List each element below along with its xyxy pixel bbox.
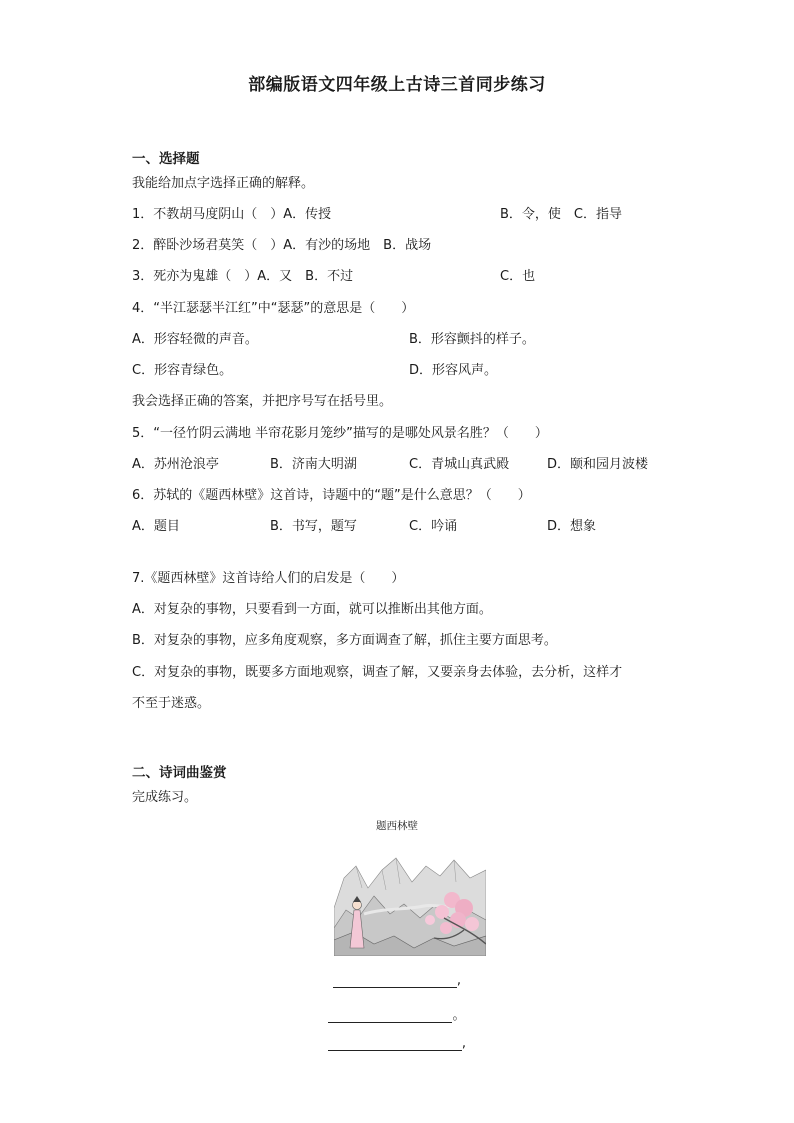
section-heading-poetry: 二、诗词曲鉴赏 (132, 765, 227, 781)
question-7: 7.《题西林壁》这首诗给人们的启发是（ ） (132, 571, 405, 586)
question-5-option-a: A．苏州沧浪亭 (132, 457, 219, 472)
question-3-option-c: C．也 (500, 269, 536, 284)
question-4-option-b: B．形容颤抖的样子。 (409, 332, 535, 347)
fill-blank[interactable] (328, 1008, 452, 1023)
poem-illustration (334, 848, 486, 956)
poem-title: 题西林壁 (376, 820, 418, 832)
section-heading-choice: 一、选择题 (132, 151, 200, 167)
punctuation: 。 (452, 1008, 466, 1023)
instruction-text: 我能给加点字选择正确的解释。 (132, 176, 315, 191)
question-6: 6．苏轼的《题西林壁》这首诗，诗题中的“题”是什么意思？（ ） (132, 488, 531, 503)
fill-blank[interactable] (328, 1036, 462, 1051)
question-1-options: B．令，使 C．指导 (500, 207, 622, 222)
question-4: 4．“半江瑟瑟半江红”中“瑟瑟”的意思是（ ） (132, 301, 415, 316)
question-5-option-c: C．青城山真武殿 (409, 457, 510, 472)
answer-line-1[interactable] (0, 973, 794, 988)
fill-blank[interactable] (333, 973, 457, 988)
question-6-option-b: B．书写，题写 (270, 519, 357, 534)
question-1: 1．不教胡马度阴山（ ）A．传授 (132, 207, 332, 222)
question-4-option-a: A．形容轻微的声音。 (132, 332, 258, 347)
instruction-text: 完成练习。 (132, 790, 198, 805)
question-5-option-b: B．济南大明湖 (270, 457, 357, 472)
question-6-option-a: A．题目 (132, 519, 180, 534)
question-5-option-d: D．颐和园月波楼 (547, 457, 649, 472)
question-6-option-d: D．想象 (547, 519, 597, 534)
question-4-option-c: C．形容青绿色。 (132, 363, 233, 378)
instruction-text: 我会选择正确的答案，并把序号写在括号里。 (132, 394, 393, 409)
answer-line-2[interactable] (0, 1004, 794, 1023)
question-7-option-c: C．对复杂的事物，既要多方面地观察，调查了解，又要亲身去体验，去分析，这样才 (132, 665, 623, 680)
question-7-option-b: B．对复杂的事物，应多角度观察，多方面调查了解，抓住主要方面思考。 (132, 633, 557, 648)
page-title: 部编版语文四年级上古诗三首同步练习 (248, 75, 546, 95)
question-7-option-c-cont: 不至于迷惑。 (132, 696, 211, 711)
question-2: 2．醉卧沙场君莫笑（ ）A．有沙的场地 B．战场 (132, 238, 432, 253)
question-7-option-a: A．对复杂的事物，只要看到一方面，就可以推断出其他方面。 (132, 602, 492, 617)
question-4-option-d: D．形容风声。 (409, 363, 498, 378)
question-3: 3．死亦为鬼雄（ ）A．又 B．不过 (132, 269, 354, 284)
question-6-option-c: C．吟诵 (409, 519, 458, 534)
answer-line-3[interactable] (0, 1036, 794, 1051)
question-5: 5．“一径竹阴云满地 半帘花影月笼纱”描写的是哪处风景名胜？（ ） (132, 426, 548, 441)
punctuation: , (461, 1036, 467, 1051)
punctuation: , (456, 973, 462, 988)
